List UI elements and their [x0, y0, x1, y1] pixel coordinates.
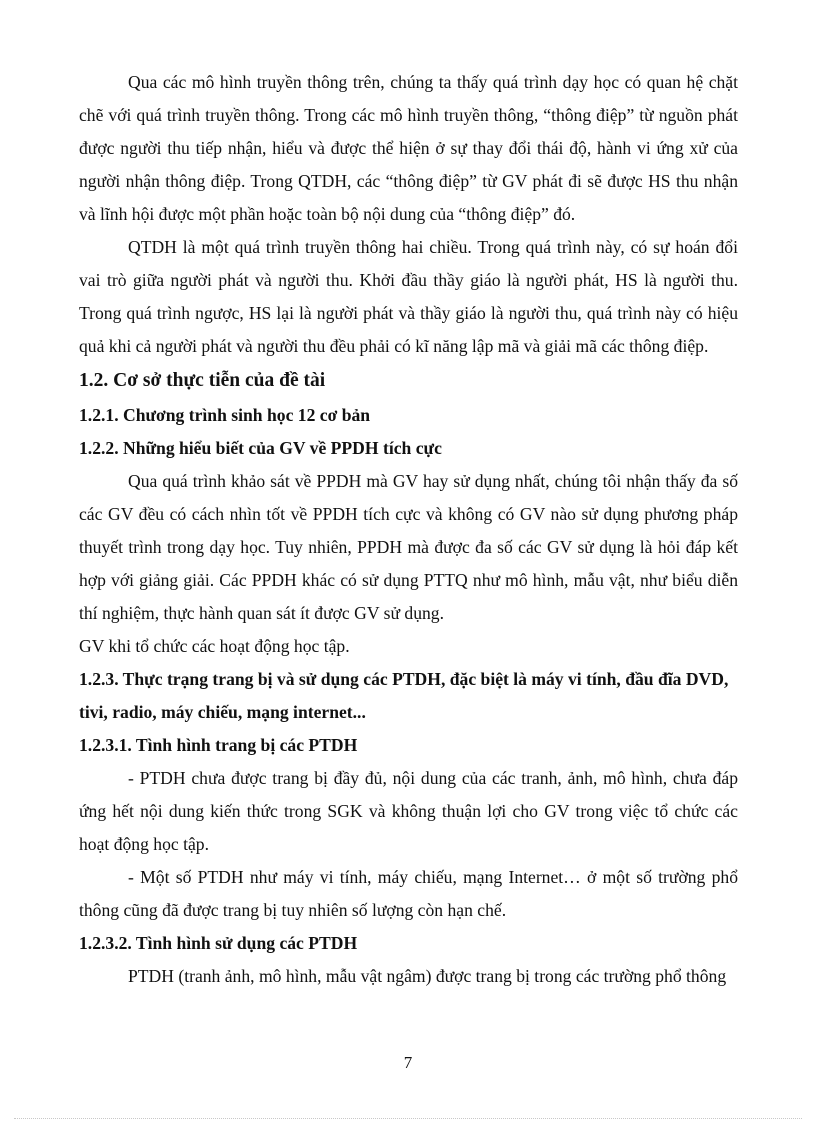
subsection-heading-1-2-3-1: 1.2.3.1. Tình hình trang bị các PTDH: [79, 735, 358, 755]
subsection-heading-1-2-1: 1.2.1. Chương trình sinh học 12 cơ bản: [79, 405, 371, 425]
section-heading-1-2: 1.2. Cơ sở thực tiễn của đề tài: [79, 370, 326, 391]
bullet-paragraph: - PTDH chưa được trang bị đầy đủ, nội dung của các tranh, ảnh, mô hình, chưa đáp ứng hết nội dung kiến thức trong SGK và không thuận lợi cho GV trong việc tổ chức các hoạt động học tập.: [79, 768, 738, 854]
bullet-paragraph: - Một số PTDH như máy vi tính, máy chiếu, mạng Internet… ở một số trường phổ thông cũng đã được trang bị tuy nhiên số lượng còn hạn chế.: [79, 867, 738, 920]
paragraph: PTDH (tranh ảnh, mô hình, mẫu vật ngâm) được trang bị trong các trường phổ thông: [128, 966, 727, 986]
subsection-heading-1-2-2: 1.2.2. Những hiểu biết của GV về PPDH tích cực: [79, 438, 442, 458]
paragraph: GV khi tổ chức các hoạt động học tập.: [79, 636, 350, 656]
paragraph: QTDH là một quá trình truyền thông hai chiều. Trong quá trình này, có sự hoán đổi vai trò giữa người phát và người thu. Khởi đầu thầy giáo là người phát, HS là người thu. Trong quá trình ngược, HS lại là người phát và thầy giáo là người thu, quá trình này có hiệu quả khi cả người phát và người thu đều phải có kĩ năng lập mã và giải mã các thông điệp.: [79, 237, 738, 356]
page-body: [79, 66, 738, 993]
page-divider: [14, 1118, 802, 1119]
page-number: 7: [403, 1053, 413, 1072]
paragraph: Qua các mô hình truyền thông trên, chúng ta thấy quá trình dạy học có quan hệ chặt chẽ với quá trình truyền thông. Trong các mô hình truyền thông, “thông điệp” từ nguồn phát được người thu tiếp nhận, hiểu và được thể hiện ở sự thay đổi thái độ, hành vi ứng xử của người nhận thông điệp. Trong QTDH, các “thông điệp” từ GV phát đi sẽ được HS thu nhận và lĩnh hội được một phần hoặc toàn bộ nội dung của “thông điệp” đó.: [79, 72, 738, 224]
paragraph: Qua quá trình khảo sát về PPDH mà GV hay sử dụng nhất, chúng tôi nhận thấy đa số các GV đều có cách nhìn tốt về PPDH tích cực và không có GV nào sử dụng phương pháp thuyết trình trong dạy học. Tuy nhiên, PPDH mà được đa số các GV sử dụng là hỏi đáp kết hợp với giảng giải. Các PPDH khác có sử dụng PTTQ như mô hình, mẫu vật, như biểu diễn thí nghiệm, thực hành quan sát ít được GV sử dụng.: [79, 471, 738, 623]
subsection-heading-1-2-3-2: 1.2.3.2. Tình hình sử dụng các PTDH: [79, 933, 358, 953]
subsection-heading-1-2-3: 1.2.3. Thực trạng trang bị và sử dụng các PTDH, đặc biệt là máy vi tính, đầu đĩa DVD, tivi, radio, máy chiếu, mạng internet...: [79, 669, 729, 722]
